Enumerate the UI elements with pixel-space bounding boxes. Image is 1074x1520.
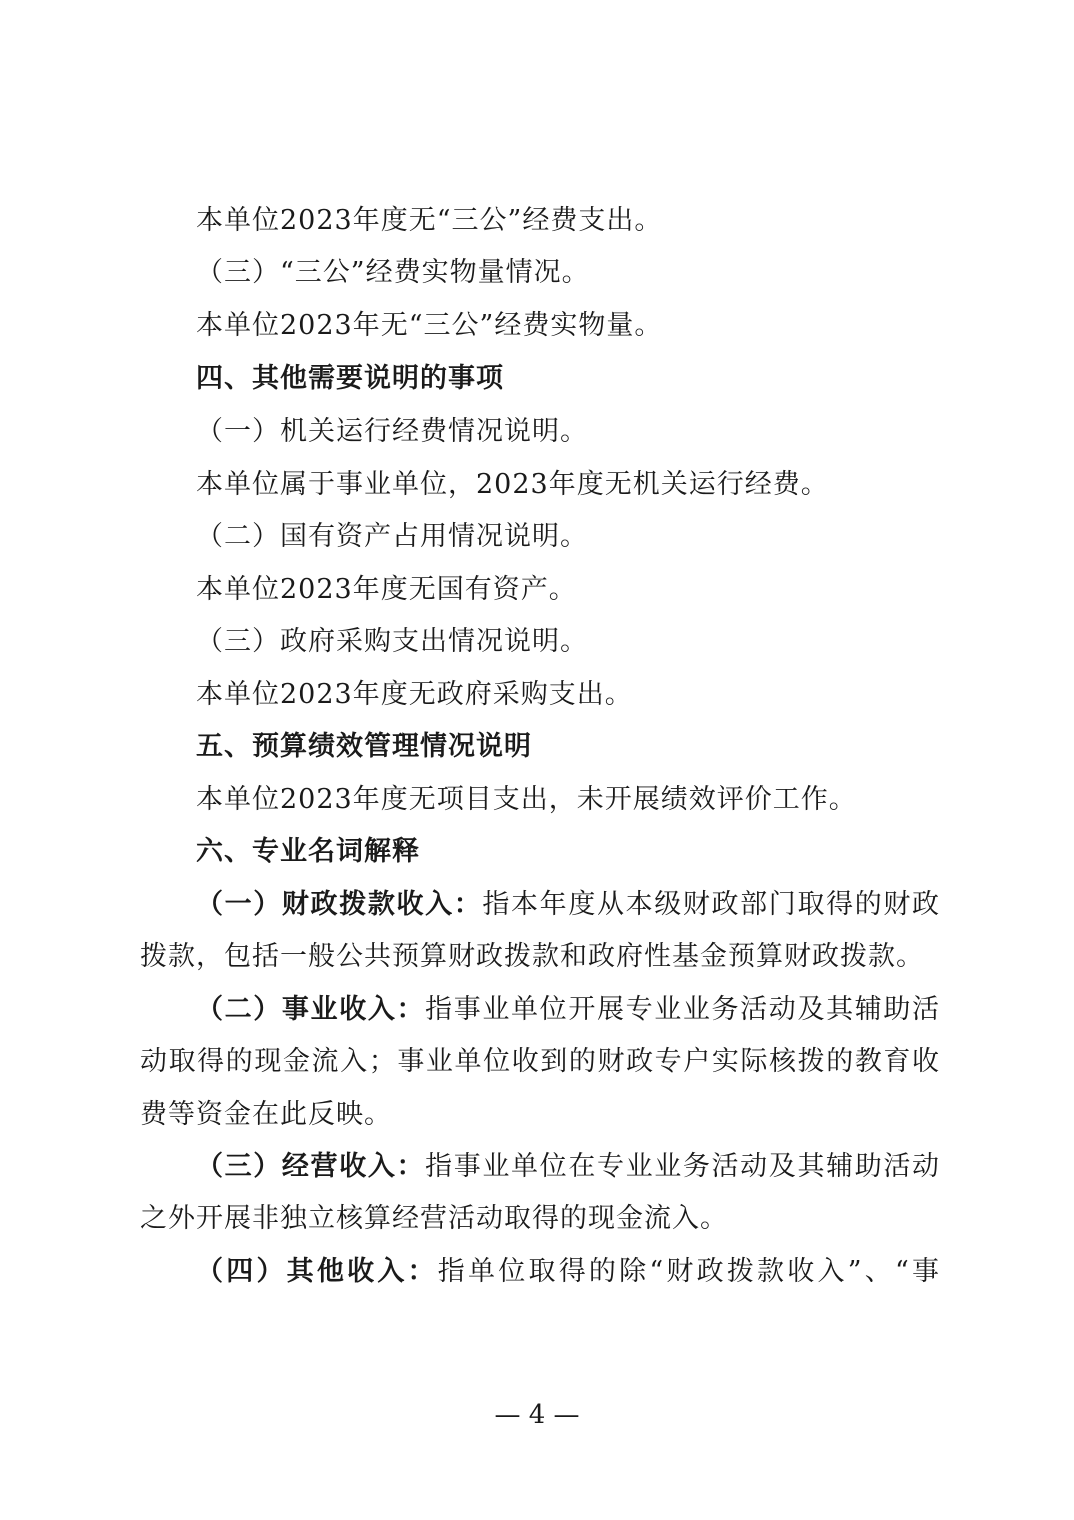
- paragraph-no-physical-quantity: 本单位2023年无“三公”经费实物量。: [196, 310, 663, 341]
- term-business-income: （二）事业收入：: [196, 994, 426, 1025]
- definition-business-income-line-3: 费等资金在此反映。: [140, 1099, 392, 1130]
- subheading-three-public-physical: （三）“三公”经费实物量情况。: [196, 257, 590, 288]
- definition-operating-income-line-2: 之外开展非独立核算经营活动取得的现金流入。: [140, 1203, 728, 1234]
- term-fiscal-appropriation: （一）财政拨款收入：: [196, 889, 483, 920]
- section-heading-other-matters: 四、其他需要说明的事项: [196, 363, 504, 394]
- paragraph-no-project-expenses: 本单位2023年度无项目支出，未开展绩效评价工作。: [196, 784, 857, 815]
- definition-operating-income-line-1: （三）经营收入：指事业单位在专业业务活动及其辅助活动: [196, 1151, 941, 1182]
- paragraph-no-state-assets: 本单位2023年度无国有资产。: [196, 574, 577, 605]
- term-other-income: （四）其他收入：: [196, 1256, 438, 1287]
- definition-business-income-line-2: 动取得的现金流入；事业单位收到的财政专户实际核拨的教育收: [140, 1046, 940, 1077]
- paragraph-no-procurement: 本单位2023年度无政府采购支出。: [196, 679, 633, 710]
- paragraph-no-operating-costs: 本单位属于事业单位，2023年度无机关运行经费。: [196, 469, 829, 500]
- subheading-state-assets: （二）国有资产占用情况说明。: [196, 521, 588, 552]
- subheading-government-procurement: （三）政府采购支出情况说明。: [196, 626, 588, 657]
- subheading-agency-operating-costs: （一）机关运行经费情况说明。: [196, 416, 588, 447]
- definition-other-income-line-1: （四）其他收入：指单位取得的除“财政拨款收入”、“事: [196, 1256, 940, 1287]
- section-heading-performance-management: 五、预算绩效管理情况说明: [196, 731, 532, 762]
- section-heading-glossary: 六、专业名词解释: [196, 836, 420, 867]
- definition-fiscal-appropriation-line-1: （一）财政拨款收入：指本年度从本级财政部门取得的财政: [196, 889, 941, 920]
- page-number: — 4 —: [494, 1400, 580, 1430]
- term-operating-income: （三）经营收入：: [196, 1151, 426, 1182]
- definition-fiscal-appropriation-line-2: 拨款，包括一般公共预算财政拨款和政府性基金预算财政拨款。: [140, 941, 924, 972]
- definition-business-income-line-1: （二）事业收入：指事业单位开展专业业务活动及其辅助活: [196, 994, 941, 1025]
- paragraph-no-three-public-expenses: 本单位2023年度无“三公”经费支出。: [196, 205, 663, 236]
